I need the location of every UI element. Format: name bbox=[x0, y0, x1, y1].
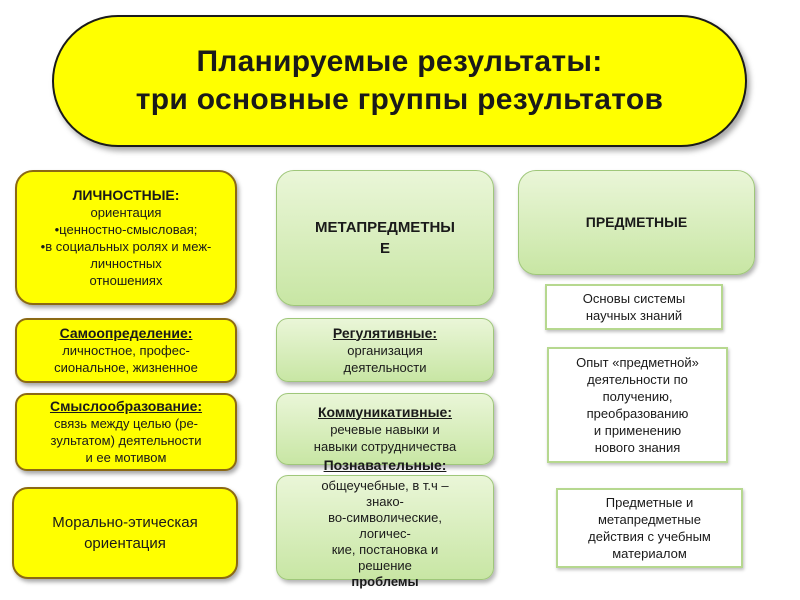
moral-orientation-line: Морально-этическая bbox=[52, 514, 198, 531]
communicative-heading: Коммуникативные: bbox=[317, 403, 452, 420]
metasubject-box bbox=[276, 170, 494, 306]
science-basis-line: научных знаний bbox=[585, 308, 683, 323]
title-line-2: три основные группы результатов bbox=[135, 83, 664, 116]
meaning-formation-line: зультатом) деятельности bbox=[50, 433, 202, 448]
personal-results-box bbox=[15, 170, 237, 305]
experience-line: Опыт «предметной» bbox=[576, 355, 699, 370]
cognitive-line: проблемы bbox=[351, 574, 419, 589]
cognitive-line: логичес- bbox=[359, 526, 411, 541]
experience-line: нового знания bbox=[594, 440, 681, 455]
experience-line: деятельности по bbox=[587, 372, 688, 387]
self-determination-line: сиональное, жизненное bbox=[54, 360, 198, 375]
cognitive-line: решение bbox=[358, 558, 412, 573]
title-line-1: Планируемые результаты: bbox=[196, 45, 603, 78]
self-determination-box bbox=[15, 318, 237, 383]
meaning-formation-heading: Смыслообразование: bbox=[49, 398, 203, 414]
cognitive-line: кие, постановка и bbox=[331, 542, 439, 557]
communicative-box bbox=[276, 393, 494, 465]
experience-line: получению, bbox=[602, 389, 673, 404]
meaning-formation-line: связь между целью (ре- bbox=[54, 416, 198, 431]
cognitive-line: общеучебные, в т.ч – bbox=[321, 478, 449, 493]
communicative-line: речевые навыки и bbox=[330, 421, 440, 437]
personal-heading: ЛИЧНОСТНЫЕ: bbox=[72, 186, 180, 203]
regulatory-line: организация bbox=[347, 342, 423, 358]
experience-line: и применению bbox=[593, 423, 682, 438]
cognitive-heading: Познавательные: bbox=[323, 457, 447, 473]
personal-line: ориентация bbox=[90, 204, 162, 220]
science-basis-box bbox=[545, 284, 723, 330]
actions-line: метапредметные bbox=[597, 512, 702, 527]
regulatory-box bbox=[276, 318, 494, 382]
actions-line: материалом bbox=[612, 546, 687, 561]
regulatory-line: деятельности bbox=[343, 359, 427, 375]
self-determination-heading: Самоопределение: bbox=[59, 325, 193, 341]
personal-line: •ценностно-смысловая; bbox=[54, 221, 198, 237]
regulatory-heading: Регулятивные: bbox=[332, 324, 438, 341]
moral-orientation-box bbox=[12, 487, 238, 579]
meaning-formation-line: и ее мотивом bbox=[85, 450, 167, 465]
actions-line: Предметные и bbox=[605, 495, 694, 510]
subject-label: ПРЕДМЕТНЫЕ bbox=[585, 214, 688, 230]
science-basis-line: Основы системы bbox=[582, 291, 686, 306]
subject-actions-box bbox=[556, 488, 743, 568]
cognitive-line: во-символические, bbox=[328, 510, 442, 525]
cognitive-line: знако- bbox=[366, 494, 404, 509]
cognitive-box bbox=[276, 475, 494, 589]
self-determination-line: личностное, профес- bbox=[62, 343, 190, 358]
communicative-line: навыки сотрудничества bbox=[313, 438, 457, 454]
actions-line: действия с учебным bbox=[588, 529, 711, 544]
title-banner bbox=[52, 15, 747, 147]
subject-results-box bbox=[518, 170, 755, 275]
metasubject-line: Е bbox=[379, 240, 390, 257]
meaning-formation-box bbox=[15, 393, 237, 471]
personal-line: личностных bbox=[90, 255, 162, 271]
metasubject-line: МЕТАПРЕДМЕТНЫ bbox=[314, 219, 455, 236]
moral-orientation-line: ориентация bbox=[84, 535, 166, 552]
subject-experience-box bbox=[547, 347, 728, 463]
personal-line: •в социальных ролях и меж- bbox=[40, 238, 212, 254]
personal-line: отношениях bbox=[89, 272, 163, 288]
experience-line: преобразованию bbox=[586, 406, 689, 421]
